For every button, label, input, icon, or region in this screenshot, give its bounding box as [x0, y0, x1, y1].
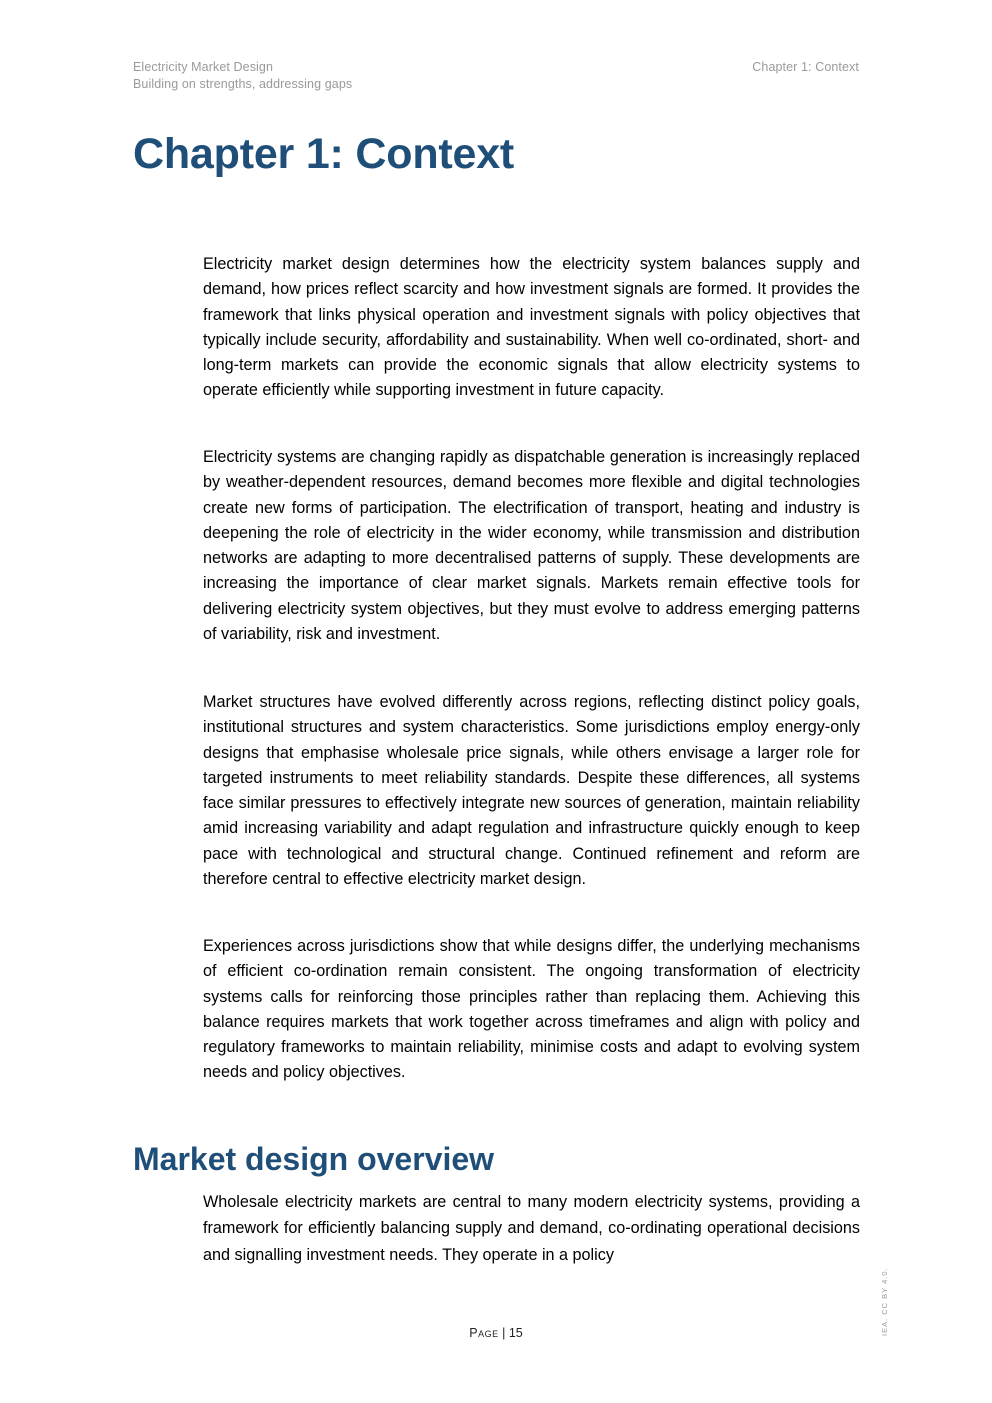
- running-header-left: [133, 59, 352, 93]
- license-credit: IEA. CC BY 4.0.: [880, 1267, 889, 1336]
- body-paragraph-4: Experiences across jurisdictions show that while designs differ, the underlying mechanisms of efficient co-ordination remain consistent. The ongoing transformation of electricity systems calls for reinforcing those principles rather than replacing them. Achieving this balance requires markets that work together across timeframes and align with policy and regulatory frameworks to maintain reliability, minimise costs and adapt to evolving system needs and policy objectives.: [203, 937, 860, 1082]
- header-document-subtitle: Building on strengths, addressing gaps: [133, 77, 353, 91]
- section-paragraph: Wholesale electricity markets are central to many modern electricity systems, providing a framework for efficiently balancing supply and demand, co-ordinating operational decisions and signalling investment needs. They operate in a policy: [203, 1193, 860, 1264]
- body-paragraph-1: Electricity market design determines how the electricity system balances supply and demand, how prices reflect scarcity and how investment signals are formed. It provides the framework that links physical operation and investment signals with policy objectives that typically include security, affordability and sustainability. When well co-ordinated, short- and long-term markets can provide the economic signals that allow electricity systems to operate efficiently while supporting investment in future capacity.: [203, 255, 860, 400]
- page-number: 15: [508, 1326, 523, 1340]
- page-separator: |: [502, 1326, 506, 1340]
- header-chapter-label: Chapter 1: Context: [752, 60, 859, 74]
- page-footer: [0, 1326, 992, 1340]
- section-heading: Market design overview: [133, 1141, 495, 1177]
- header-document-title: Electricity Market Design: [133, 60, 274, 74]
- page-label: Page: [469, 1326, 499, 1340]
- chapter-title: Chapter 1: Context: [133, 130, 515, 178]
- body-paragraph-3: Market structures have evolved differently across regions, reflecting distinct policy goals, institutional structures and system characteristics. Some jurisdictions employ energy-only designs that emphasise wholesale price signals, while others envisage a larger role for targeted instruments to meet reliability standards. Despite these differences, all systems face similar pressures to effectively integrate new sources of generation, maintain reliability amid increasing variability and adapt regulation and infrastructure quickly enough to keep pace with technological and structural change. Continued refinement and reform are therefore central to effective electricity market design.: [203, 693, 860, 889]
- body-paragraph-2: Electricity systems are changing rapidly as dispatchable generation is increasingly replaced by weather-dependent resources, demand becomes more flexible and digital technologies create new forms of participation. The electrification of transport, heating and industry is deepening the role of electricity in the wider economy, while transmission and distribution networks are adapting to more decentralised patterns of supply. These developments are increasing the importance of clear market signals. Markets remain effective tools for delivering electricity system objectives, but they must evolve to address emerging patterns of variability, risk and investment.: [203, 448, 860, 644]
